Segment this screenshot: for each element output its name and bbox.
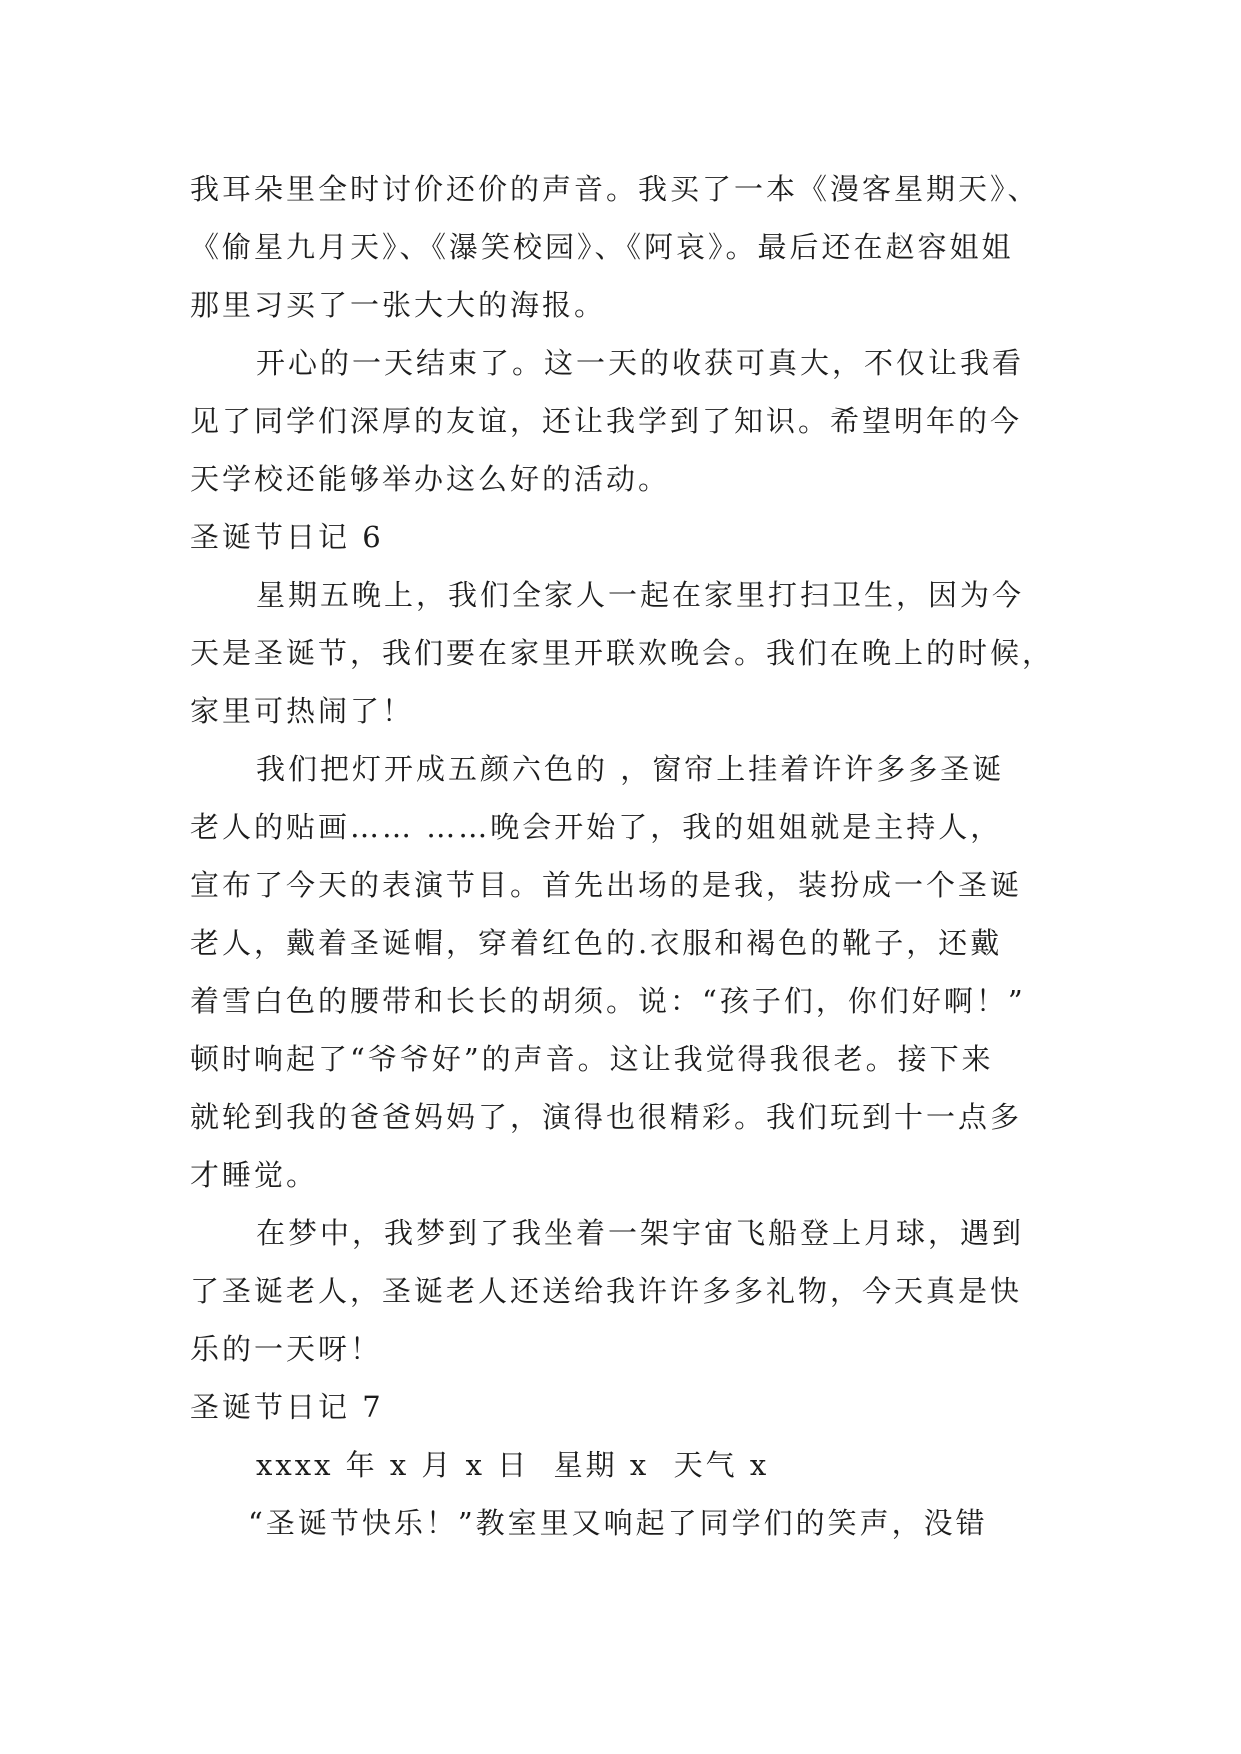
text-line-first: 我们把灯开成五颜六色的 ，窗帘上挂着许许多多圣诞: [256, 752, 1005, 786]
paragraph: [190, 334, 1070, 508]
text-line: 宣布了今天的表演节目。首先出场的是我，装扮成一个圣诞: [190, 868, 1023, 902]
paragraph: [190, 740, 1070, 1204]
text-line: 家里可热闹了！: [190, 694, 415, 728]
paragraph-continued: [190, 160, 1070, 334]
text-line: 才睡觉。: [190, 1158, 319, 1192]
text-line: 老人的贴画…… ……晚会开始了，我的姐姐就是主持人，: [190, 810, 1003, 844]
paragraph: [190, 1494, 1070, 1552]
text-line: 就轮到我的爸爸妈妈了，演得也很精彩。我们玩到十一点多: [190, 1100, 1023, 1134]
text-line: 天学校还能够举办这么好的活动。: [190, 462, 671, 496]
text-line-first: 开心的一天结束了。这一天的收获可真大，不仅让我看: [256, 346, 1025, 380]
text-line: 《偷星九月天》、《瀑笑校园》、《阿哀》。最后还在赵容姐姐: [190, 230, 1014, 264]
text-line: 天是圣诞节，我们要在家里开联欢晚会。我们在晚上的时候，: [190, 636, 1055, 670]
text-line-first: “圣诞节快乐！”教室里又响起了同学们的笑声，没错: [248, 1506, 988, 1540]
document-body: [190, 160, 1070, 1552]
text-line: 了圣诞老人，圣诞老人还送给我许许多多礼物，今天真是快: [190, 1274, 1023, 1308]
section-heading-6: 圣诞节日记 6: [190, 520, 384, 554]
text-line: 老人，戴着圣诞帽，穿着红色的.衣服和褐色的靴子，还戴: [190, 926, 1003, 960]
section-heading-7: 圣诞节日记 7: [190, 1390, 384, 1424]
text-line: 乐的一天呀！: [190, 1332, 383, 1366]
text-line-first: 在梦中，我梦到了我坐着一架宇宙飞船登上月球，遇到: [256, 1216, 1025, 1250]
text-line: 见了同学们深厚的友谊，还让我学到了知识。希望明年的今: [190, 404, 1023, 438]
text-line: 那里习买了一张大大的海报。: [190, 288, 607, 322]
text-line-first: 星期五晚上，我们全家人一起在家里打扫卫生，因为今: [256, 578, 1025, 612]
text-line: 顿时响起了“爷爷好”的声音。这让我觉得我很老。接下来: [190, 1042, 994, 1076]
text-line: 我耳朵里全时讨价还价的声音。我买了一本《漫客星期天》、: [190, 172, 1040, 206]
paragraph: [190, 1204, 1070, 1378]
text-line: 着雪白色的腰带和长长的胡须。说：“孩子们，你们好啊！”: [190, 984, 1026, 1018]
paragraph: [190, 566, 1070, 740]
diary-date-line: xxxx 年 x 月 x 日 星期 x 天气 x: [256, 1448, 770, 1482]
